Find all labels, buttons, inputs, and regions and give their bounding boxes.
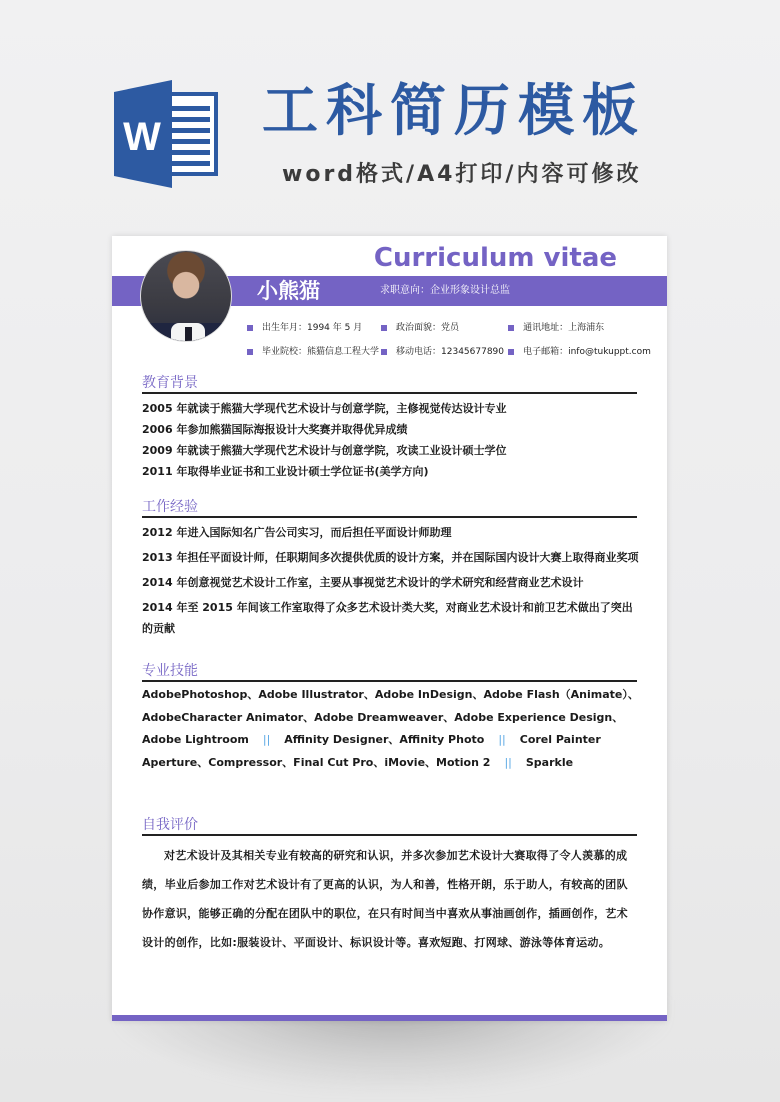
info-email: 电子邮箱：info@tukuppt.com — [508, 346, 657, 358]
bullet-icon — [381, 325, 387, 331]
info-address: 通讯地址：上海浦东 — [508, 322, 657, 334]
skill-line: AdobeCharacter Animator、Adobe Dreamweaver、Adobe Experience Design、 — [142, 710, 624, 724]
info-politics: 政治面貌：党员 — [381, 322, 508, 334]
cv-title: Curriculum vitae — [373, 243, 617, 273]
list-item: 2013 年担任平面设计师，任职期间多次提供优质的设计方案，并在国际国内设计大赛上取得商业奖项 — [142, 551, 639, 564]
section-heading: 教育背景 — [142, 374, 637, 394]
section-education — [142, 374, 637, 482]
bottom-accent-bar — [112, 1015, 667, 1021]
section-self-evaluation — [142, 816, 637, 957]
list-item: 2014 年创意视觉艺术设计工作室，主要从事视觉艺术设计的学术研究和经营商业艺术设计 — [142, 576, 584, 589]
skill-line: Aperture、Compressor、Final Cut Pro、iMovie、Motion 2 || Sparkle — [142, 755, 574, 769]
bullet-icon — [381, 349, 387, 355]
list-item: 2012 年进入国际知名广告公司实习，而后担任平面设计师助理 — [142, 526, 452, 539]
avatar — [140, 250, 232, 342]
separator: || — [262, 733, 271, 746]
banner-title: 工科简历模板 — [262, 79, 646, 144]
section-work — [142, 498, 637, 639]
word-icon — [112, 80, 220, 188]
separator: || — [498, 733, 506, 746]
separator: || — [504, 755, 512, 769]
candidate-name: 小熊猫 — [257, 279, 320, 303]
info-school: 毕业院校：熊猫信息工程大学 — [247, 346, 381, 358]
bullet-icon — [247, 325, 253, 331]
section-heading: 专业技能 — [142, 662, 637, 682]
info-row — [247, 340, 657, 364]
info-phone: 移动电话：12345677890 — [381, 346, 508, 358]
personal-info — [247, 316, 657, 364]
avatar-tie — [185, 327, 192, 341]
list-item: 2009 年就读于熊猫大学现代艺术设计与创意学院，攻读工业设计硕士学位 — [142, 444, 507, 457]
list-item: 2011 年取得毕业证书和工业设计硕士学位证书(美学方向) — [142, 465, 429, 478]
list-item: 2005 年就读于熊猫大学现代艺术设计与创意学院，主修视觉传达设计专业 — [142, 402, 507, 415]
info-row — [247, 316, 657, 340]
section-heading: 工作经验 — [142, 498, 637, 518]
resume-page — [112, 236, 667, 1021]
skill-line: Adobe Lightroom || Affinity Designer、Affinity Photo || Corel Painter — [142, 733, 601, 746]
bullet-icon — [508, 325, 514, 331]
skill-line: AdobePhotoshop、Adobe Illustrator、Adobe InDesign、Adobe Flash（Animate）、 — [142, 688, 639, 701]
banner-subtitle: word格式/A4打印/内容可修改 — [282, 162, 642, 187]
svg-text:W: W — [123, 115, 161, 159]
self-evaluation-text: 对艺术设计及其相关专业有较高的研究和认识，并多次参加艺术设计大赛取得了令人羡慕的成绩，毕业后参加工作对艺术设计有了更高的认识，为人和善，性格开朗，乐于助人，有较高的团队协作意识，能够正确的分配在团队中的职位，在只有时间当中喜欢从事油画创作，插画创作，艺术设计的创作，比如:服装设计、平面设计、标识设计等。喜欢短跑、打网球、游泳等体育运动。 — [142, 849, 628, 949]
bullet-icon — [508, 349, 514, 355]
info-birth: 出生年月：1994 年 5 月 — [247, 322, 381, 334]
list-item: 2006 年参加熊猫国际海报设计大奖赛并取得优异成绩 — [142, 423, 408, 436]
job-intent: 求职意向：企业形象设计总监 — [380, 285, 510, 296]
list-item: 2014 年至 2015 年间该工作室取得了众多艺术设计类大奖，对商业艺术设计和前卫艺术做出了突出的贡献 — [142, 601, 633, 635]
bullet-icon — [247, 349, 253, 355]
section-skills — [142, 662, 637, 774]
section-heading: 自我评价 — [142, 816, 637, 836]
